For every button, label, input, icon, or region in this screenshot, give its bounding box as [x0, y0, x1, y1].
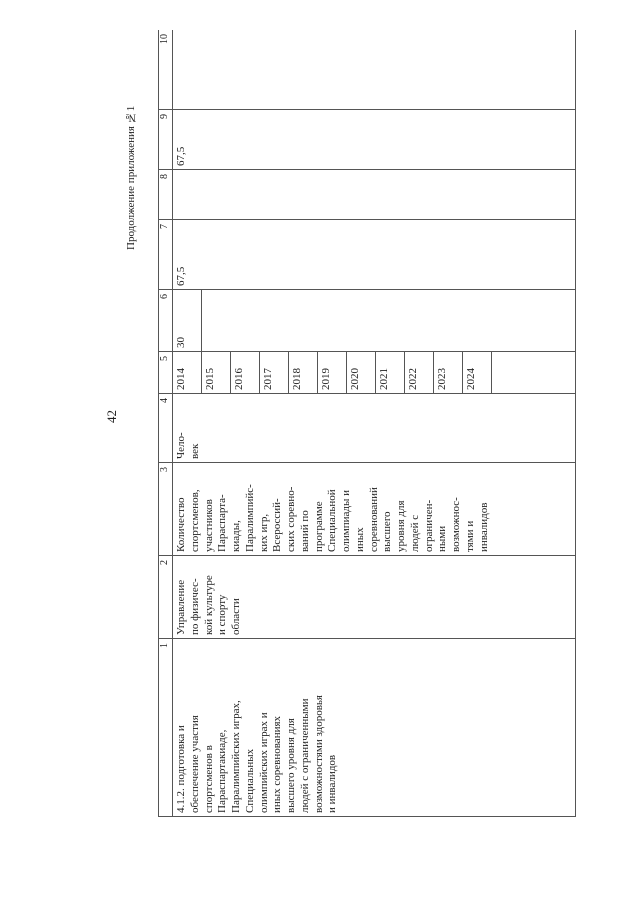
column-header-7: 7	[159, 220, 173, 290]
column-header-8: 8	[159, 170, 173, 220]
page-number: 42	[104, 410, 119, 423]
table-row	[173, 30, 202, 817]
column-header-10: 10	[159, 30, 173, 110]
column-header-3: 3	[159, 463, 173, 556]
value-cell-col6: 67,5	[173, 220, 576, 290]
year-cell: 2014	[173, 352, 202, 394]
value-cell-col5: 30	[173, 290, 202, 352]
value-cell-col7	[173, 170, 576, 220]
header-row	[159, 30, 173, 817]
year-cell: 2016	[231, 352, 260, 394]
executor-cell: Управление по физичес- кой культуре и спорту области	[173, 556, 576, 639]
appendix-continuation-caption: Продолжение приложения №1	[125, 105, 137, 250]
year-cell: 2022	[405, 352, 434, 394]
year-cell: 2023	[434, 352, 463, 394]
column-header-5: 5	[159, 352, 173, 394]
rotated-table	[158, 30, 576, 817]
year-cell: 2017	[260, 352, 289, 394]
value-cell-col8: 67,5	[173, 110, 576, 170]
value-cell-col9	[173, 30, 576, 110]
column-header-9: 9	[159, 110, 173, 170]
event-description: 4.1.2. подготовка и обеспечение участия спортсменов в Параспартакиаде, Паралимпийских играх, Специальных олимпийских играх и иных соревнованиях высшего уровня для людей с ограниченными возможностями здоровья и инвалидов	[173, 639, 576, 817]
column-header-2: 2	[159, 556, 173, 639]
year-cell: 2024	[463, 352, 492, 394]
year-cell: 2015	[202, 352, 231, 394]
appendix-table	[158, 30, 576, 817]
column-header-4: 4	[159, 394, 173, 463]
year-cell: 2020	[347, 352, 376, 394]
empty-year-cell	[492, 352, 576, 394]
unit-cell: Чело- век	[173, 394, 576, 463]
table-container	[158, 30, 576, 817]
empty-cell	[202, 290, 576, 352]
column-header-6: 6	[159, 290, 173, 352]
indicator-cell: Количество спортсменов, участников Параспарта- киады, Паралимпийс- ких игр, Всероссий- ских соревно- ваний по программе Специальной олимпиады и иных соревнований высшего уровня для людей с ограничен- ными возможнос- тями и инвалидов	[173, 463, 576, 556]
column-header-1: 1	[159, 639, 173, 817]
year-cell: 2021	[376, 352, 405, 394]
year-cell: 2018	[289, 352, 318, 394]
year-cell: 2019	[318, 352, 347, 394]
